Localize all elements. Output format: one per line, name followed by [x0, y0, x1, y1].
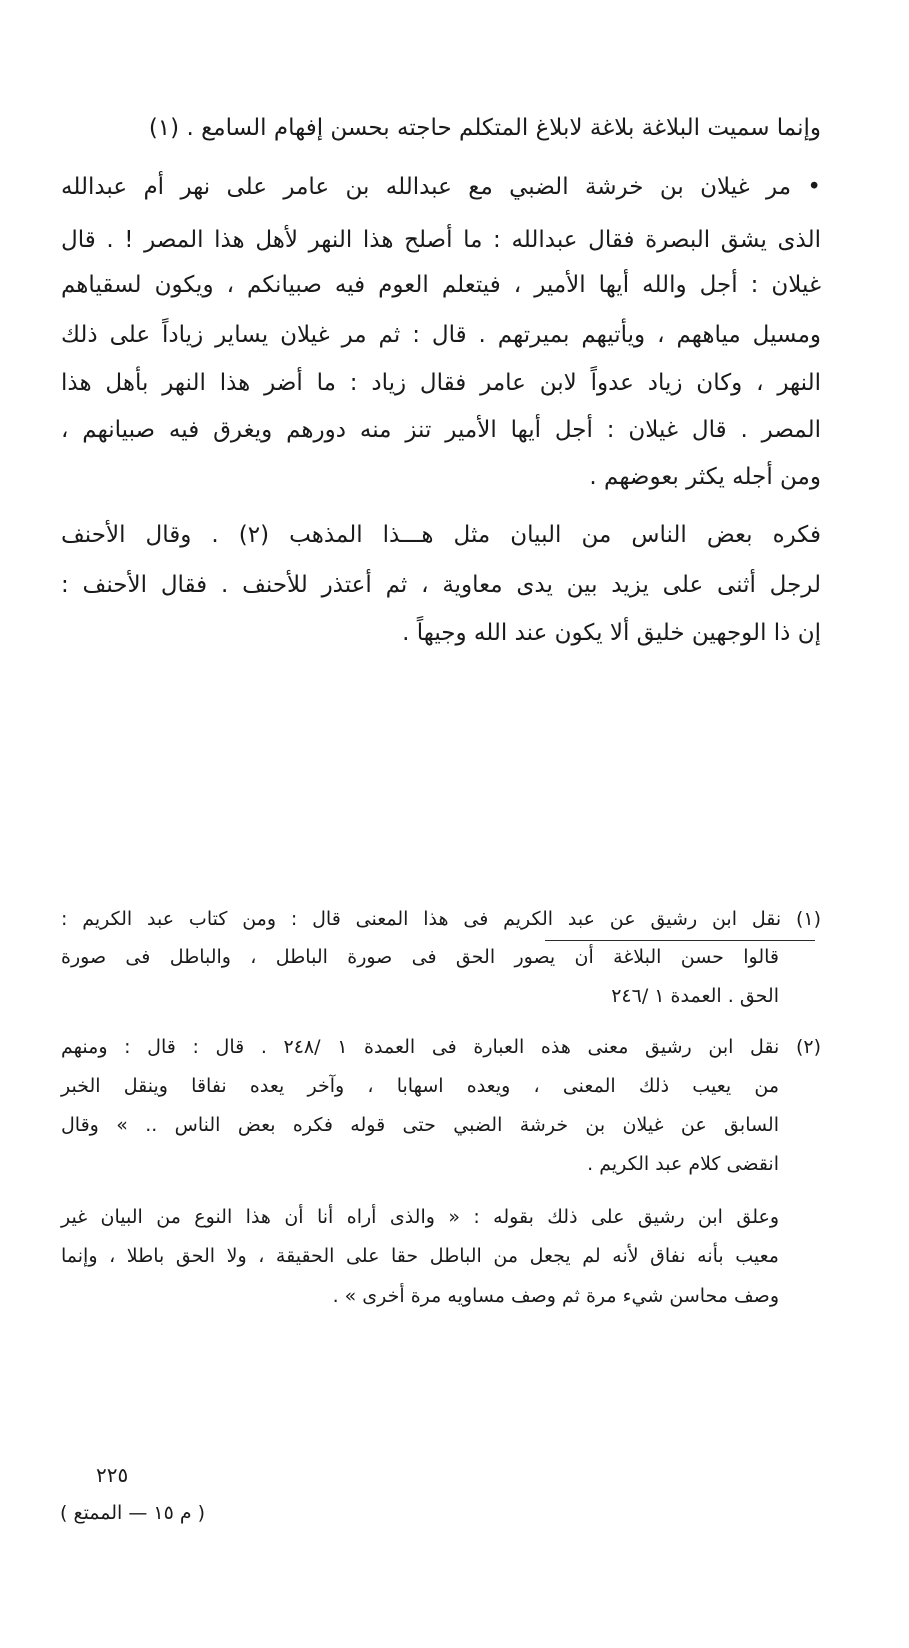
body-line: • مر غيلان بن خرشة الضبي مع عبدالله بن عامر على نهر أم عبدالله [61, 174, 821, 200]
body-line: الذى يشق البصرة فقال عبدالله : ما أصلح هذا النهر لأهل هذا المصر ! . قال [61, 227, 821, 253]
footnote-line: الحق . العمدة ١ /٢٤٦ [611, 985, 779, 1007]
footnote-line: (٢) نقل ابن رشيق معنى هذه العبارة فى العمدة ١ /٢٤٨ . قال : قال : ومنهم [61, 1036, 821, 1058]
footnote-line: من يعيب ذلك المعنى ، ويعده اسهابا ، وآخر يعده نفاقا وينقل الخبر [61, 1075, 779, 1097]
footnote-line: قالوا حسن البلاغة أن يصور الحق فى صورة الباطل ، والباطل فى صورة [61, 946, 779, 968]
body-line: فكره بعض الناس من البيان مثل هـــذا المذهب (٢) . وقال الأحنف [61, 522, 822, 548]
footnote-line: السابق عن غيلان بن خرشة الضبي حتى قوله فكره بعض الناس .. » وقال [61, 1114, 779, 1136]
page-number: ٢٢٥ [96, 1463, 129, 1487]
body-line: ومن أجله يكثر بعوضهم . [589, 464, 821, 490]
body-line: وإنما سميت البلاغة بلاغة لابلاغ المتكلم حاجته بحسن إفهام السامع . (١) [148, 115, 821, 141]
footnote-rule [545, 940, 815, 941]
body-line: لرجل أثنى على يزيد بين يدى معاوية ، ثم أعتذر للأحنف . فقال الأحنف : [61, 572, 821, 598]
signature-mark: ( م ١٥ — الممتع ) [60, 1502, 206, 1524]
footnote-line: (١) نقل ابن رشيق عن عبد الكريم فى هذا المعنى قال : ومن كتاب عبد الكريم : [61, 908, 821, 930]
footnote-line: انقضى كلام عبد الكريم . [587, 1153, 779, 1175]
footnote-line: وصف محاسن شيء مرة ثم وصف مساويه مرة أخرى » . [332, 1285, 779, 1307]
body-line: غيلان : أجل والله أيها الأمير ، فيتعلم العوم فيه صبيانكم ، ويكون لسقياهم [61, 272, 821, 298]
body-line: المصر . قال غيلان : أجل أيها الأمير تنز منه دورهم ويغرق فيه صبيانهم ، [61, 417, 821, 443]
body-line: إن ذا الوجهين خليق ألا يكون عند الله وجيهاً . [402, 620, 821, 646]
body-line: النهر ، وكان زياد عدواً لابن عامر فقال زياد : ما أضر هذا النهر بأهل هذا [61, 370, 821, 396]
footnote-line: معيب بأنه نفاق لأنه لم يجعل من الباطل حقا على الحقيقة ، ولا الحق باطلا ، وإنما [61, 1245, 779, 1267]
body-line: ومسيل مياههم ، ويأتيهم بميرتهم . قال : ثم مر غيلان يساير زياداً على ذلك [61, 322, 821, 348]
footnote-line: وعلق ابن رشيق على ذلك بقوله : « والذى أراه أنا أن هذا النوع من البيان غير [61, 1206, 779, 1228]
